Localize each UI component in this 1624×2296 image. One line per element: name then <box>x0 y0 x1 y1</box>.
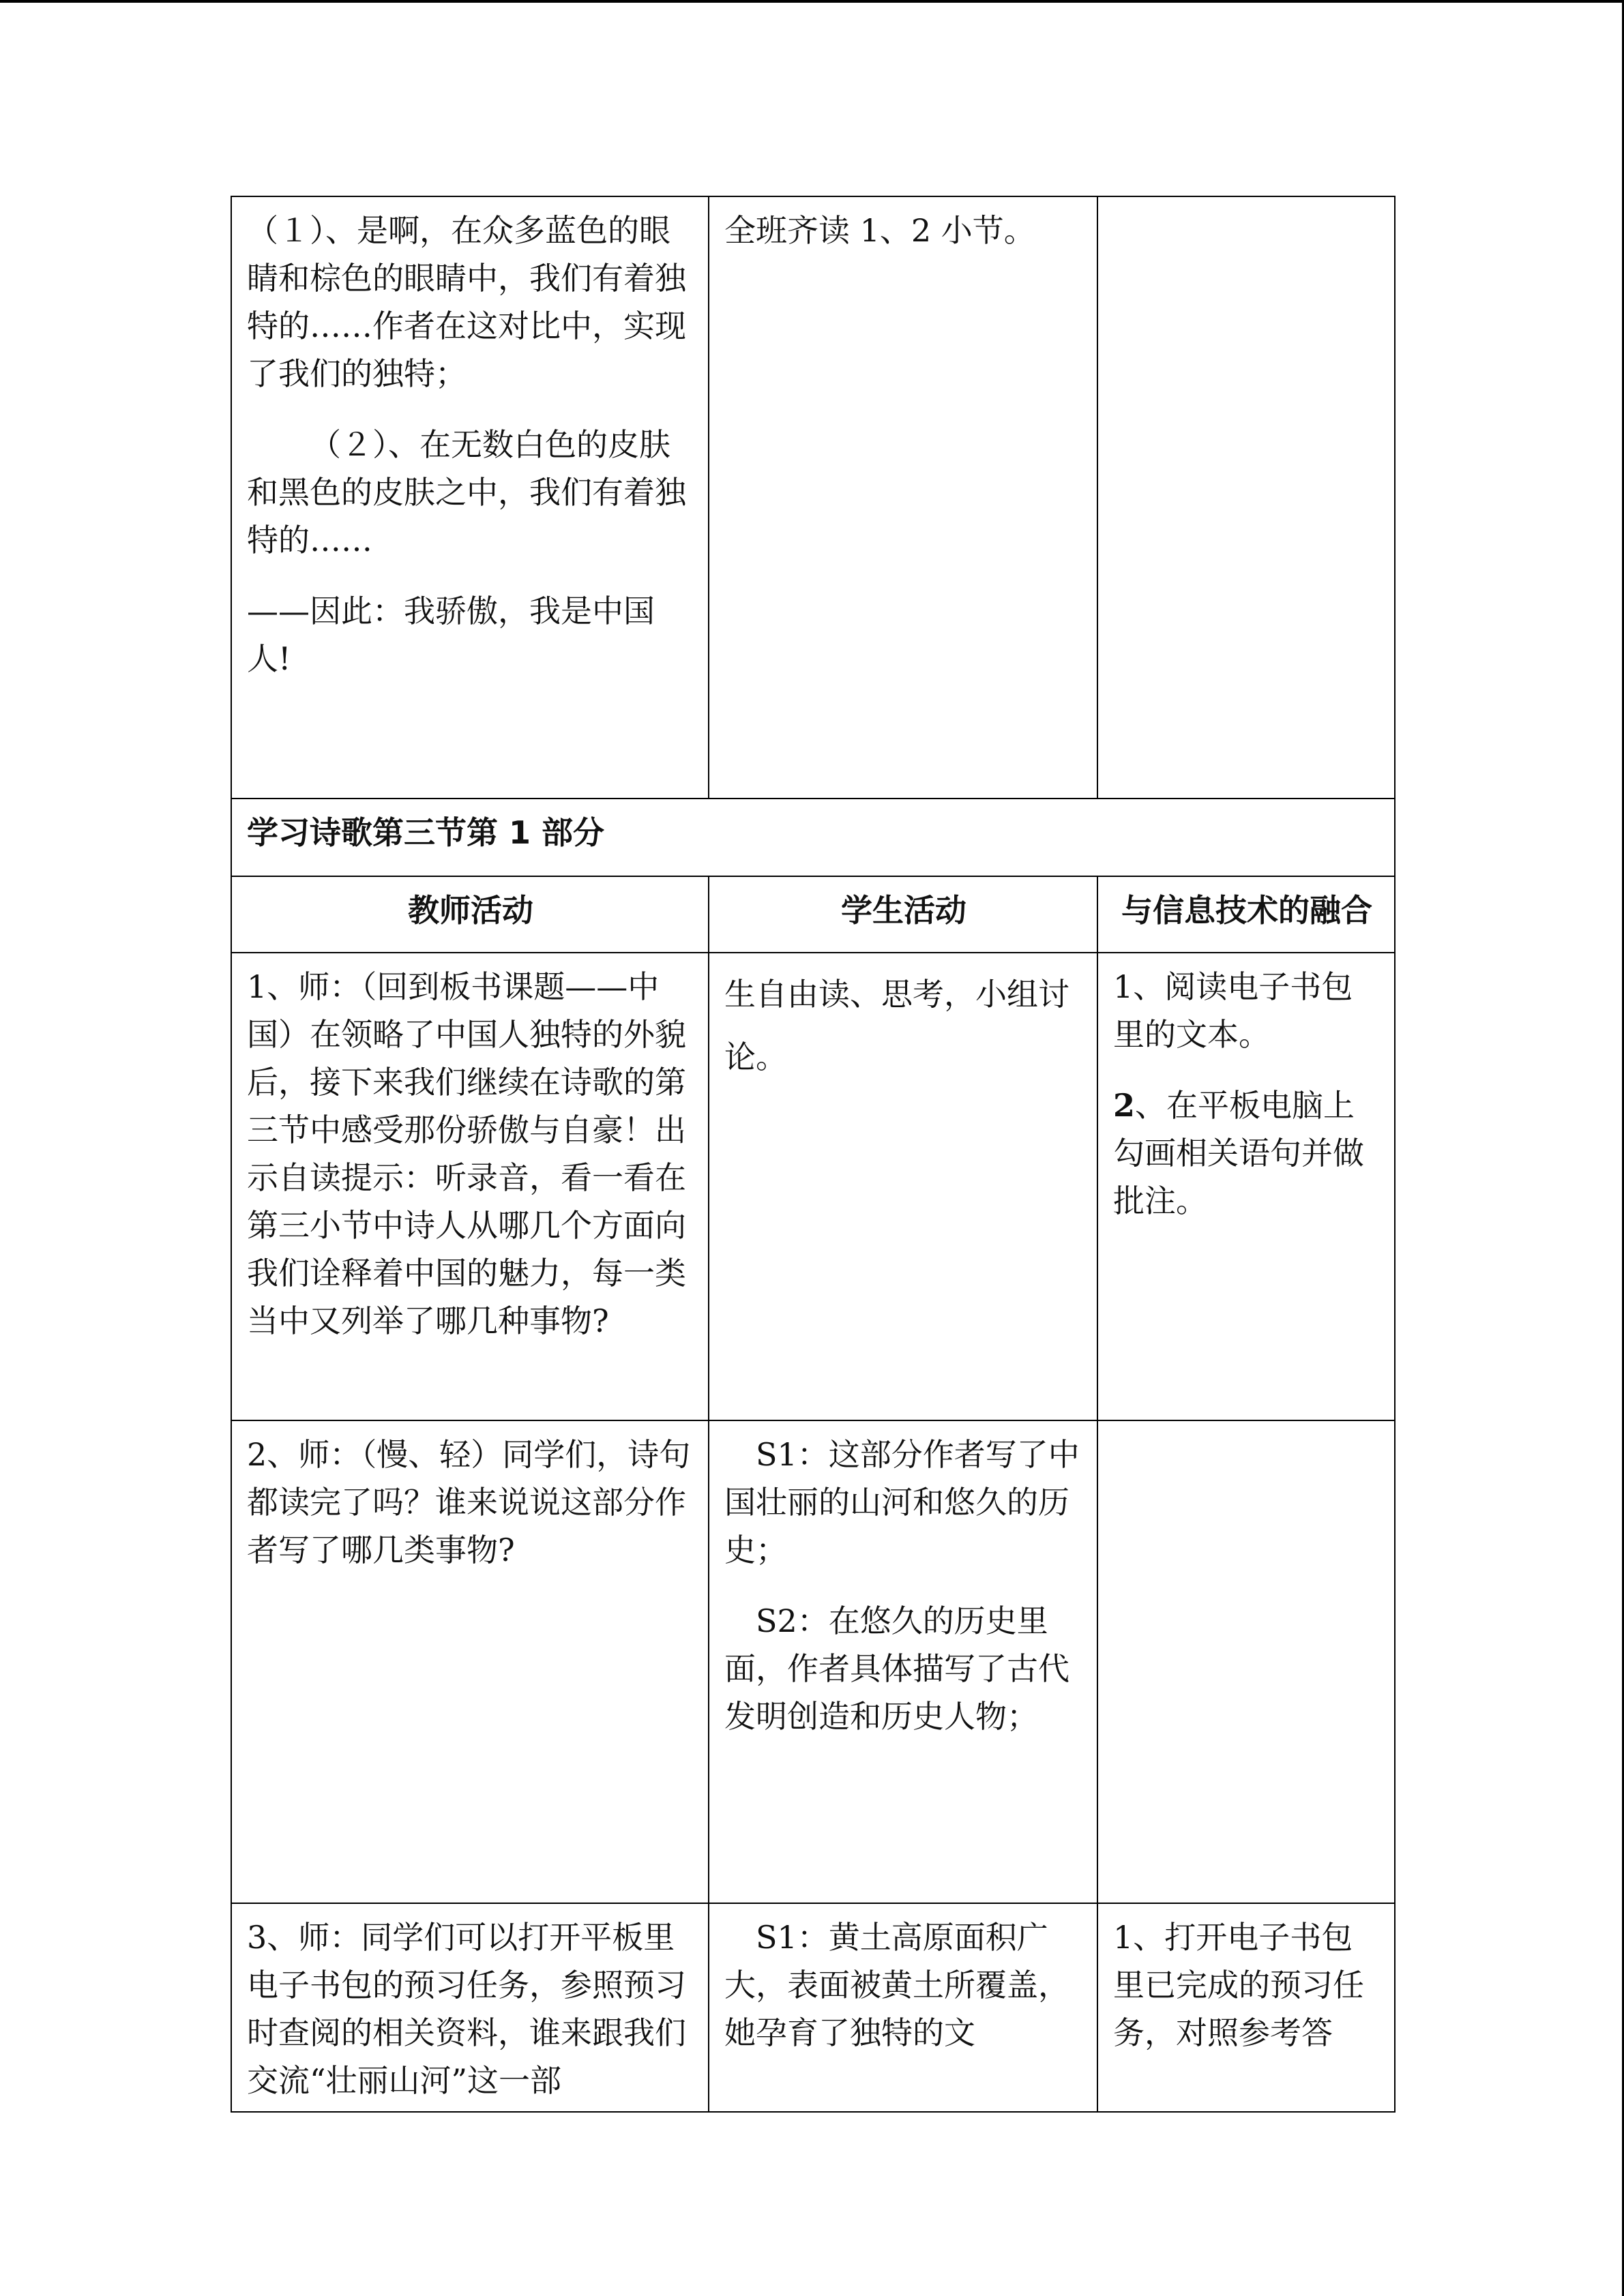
lesson-plan-table <box>231 196 1396 2113</box>
section-row <box>231 799 1395 876</box>
teacher-activity-cell <box>231 953 709 1420</box>
student-activity-cell <box>709 196 1097 799</box>
student-activity-cell <box>709 953 1097 1420</box>
tech-integration-cell <box>1097 196 1395 799</box>
teacher-text: 3、师：同学们可以打开平板里电子书包的预习任务，参照预习时查阅的相关资料，谁来跟我们交流“壮丽山河”这一部 <box>247 1919 686 2099</box>
table-row <box>231 953 1395 1420</box>
teacher-activity-cell <box>231 1903 709 2112</box>
student-text: S1：这部分作者写了中国壮丽的山河和悠久的历史； <box>724 1436 1080 1568</box>
student-text: S2：在悠久的历史里面，作者具体描写了古代发明创造和历史人物； <box>724 1602 1069 1735</box>
teacher-text: （１）、是啊，在众多蓝色的眼睛和棕色的眼睛中，我们有着独特的……作者在这对比中，实现了我们的独特； <box>247 212 686 392</box>
table-row <box>231 1420 1395 1903</box>
tech-text: 1、打开电子书包里已完成的预习任务，对照参考答 <box>1113 1919 1364 2051</box>
tech-integration-cell <box>1097 1903 1395 2112</box>
teacher-text: 2、师：（慢、轻）同学们，诗句都读完了吗？谁来说说这部分作者写了哪几类事物? <box>247 1436 691 1568</box>
student-text: 全班齐读 1、2 小节。 <box>724 212 1035 249</box>
student-activity-cell <box>709 1903 1097 2112</box>
header-row <box>231 876 1395 953</box>
tech-text: 1、阅读电子书包里的文本。 <box>1113 968 1353 1053</box>
header-tech-integration: 与信息技术的融合 <box>1097 876 1395 953</box>
page-top-border <box>0 0 1624 3</box>
teacher-text: ——因此：我骄傲，我是中国人! <box>247 593 655 677</box>
teacher-text: 1、师：（回到板书课题——中国）在领略了中国人独特的外貌后，接下来我们继续在诗歌的第三节中感受那份骄傲与自豪！出示自读提示：听录音，看一看在第三小节中诗人从哪几个方面向我们诠释着中国的魅力，每一类当中又列举了哪几种事物? <box>247 968 686 1339</box>
header-teacher-activity: 教师活动 <box>231 876 709 953</box>
student-text: S1：黄土高原面积广大，表面被黄土所覆盖，她孕育了独特的文 <box>724 1919 1069 2051</box>
step-number: 2 <box>1113 1087 1136 1124</box>
step-text: 、在平板电脑上勾画相关语句并做批注。 <box>1113 1087 1364 1219</box>
section-title: 学习诗歌第三节第 1 部分 <box>231 799 1395 876</box>
table-row <box>231 196 1395 799</box>
teacher-text: （２）、在无数白色的皮肤和黑色的皮肤之中，我们有着独特的…… <box>247 426 686 558</box>
tech-text <box>1113 1082 1381 1225</box>
tech-integration-cell <box>1097 953 1395 1420</box>
student-text: 生自由读、思考，小组讨论。 <box>724 976 1069 1075</box>
teacher-activity-cell <box>231 1420 709 1903</box>
table-row <box>231 1903 1395 2112</box>
tech-integration-cell <box>1097 1420 1395 1903</box>
teacher-activity-cell <box>231 196 709 799</box>
student-activity-cell <box>709 1420 1097 1903</box>
header-student-activity: 学生活动 <box>709 876 1097 953</box>
